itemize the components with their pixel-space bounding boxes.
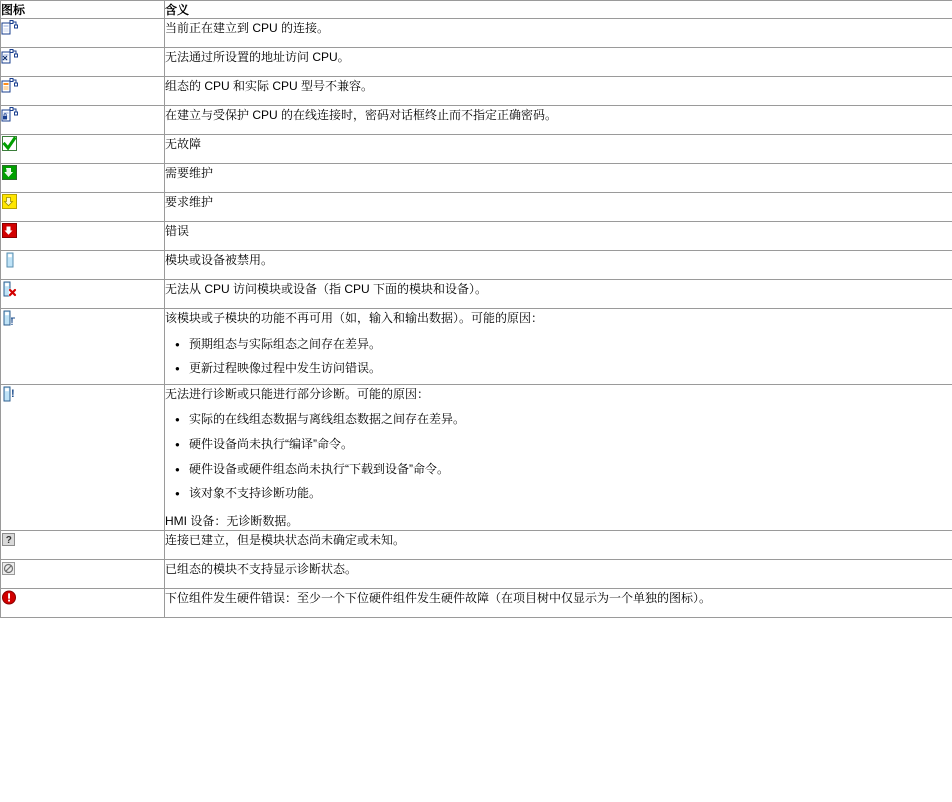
table-row [1, 531, 952, 560]
icon-cell [1, 251, 165, 280]
list-item: ● 硬件设备或硬件组态尚未执行“下载到设备”命令。 [187, 460, 952, 479]
meaning-cell [165, 106, 952, 135]
meaning-cell [165, 531, 952, 560]
column-header-icon: 图标 [1, 1, 165, 19]
meaning-cell [165, 309, 952, 385]
note-text: HMI 设备：无诊断数据。 [165, 513, 299, 528]
meaning-text: 要求维护 [165, 195, 214, 209]
meaning-text: 无法从 CPU 访问模块或设备（指 CPU 下面的模块和设备）。 [165, 282, 488, 296]
meaning-cell [165, 135, 952, 164]
module-not-reachable-icon [1, 280, 19, 298]
table-row [1, 164, 952, 193]
icon-cell [1, 384, 165, 531]
meaning-text: 无法进行诊断或只能进行部分诊断。可能的原因： [165, 386, 430, 401]
icon-cell [1, 222, 165, 251]
cpu-connecting-icon [1, 19, 19, 37]
icon-cell [1, 106, 165, 135]
table-row [1, 384, 952, 531]
reason-list [165, 410, 952, 502]
icon-cell [1, 48, 165, 77]
icon-cell [1, 164, 165, 193]
meaning-text: 模块或设备被禁用。 [165, 253, 274, 267]
meaning-text: 组态的 CPU 和实际 CPU 型号不兼容。 [165, 79, 374, 93]
table-row [1, 222, 952, 251]
icon-cell [1, 309, 165, 385]
table-row [1, 19, 952, 48]
icon-cell [1, 280, 165, 309]
table-row [1, 48, 952, 77]
meaning-text: 在建立与受保护 CPU 的在线连接时，密码对话框终止而不指定正确密码。 [165, 108, 558, 122]
module-deactivated-icon [1, 251, 19, 269]
table-row [1, 135, 952, 164]
meaning-text: 当前正在建立到 CPU 的连接。 [165, 21, 330, 35]
meaning-cell [165, 77, 952, 106]
maintenance-demanded-yellow-icon [1, 193, 19, 211]
maintenance-required-green-icon [1, 164, 19, 182]
list-item: ● 实际的在线组态数据与离线组态数据之间存在差异。 [187, 410, 952, 429]
table-row [1, 309, 952, 385]
status-unknown-question-icon [1, 531, 19, 549]
list-item: ● 更新过程映像过程中发生访问错误。 [187, 359, 952, 378]
icon-cell [1, 531, 165, 560]
icon-cell [1, 77, 165, 106]
meaning-cell [165, 193, 952, 222]
column-header-meaning: 含义 [165, 1, 952, 19]
list-item: ● 硬件设备尚未执行“编译”命令。 [187, 435, 952, 454]
meaning-text: 连接已建立，但是模块状态尚未确定或未知。 [165, 533, 406, 548]
table-row [1, 77, 952, 106]
table-header-row [1, 1, 952, 19]
table-row [1, 589, 952, 618]
error-red-icon [1, 222, 19, 240]
icon-cell [1, 19, 165, 48]
meaning-text: 无法通过所设置的地址访问 CPU。 [165, 50, 350, 64]
diagnostics-partial-icon [1, 385, 19, 403]
diagnostics-not-supported-icon [1, 560, 19, 578]
meaning-cell [165, 384, 952, 531]
meaning-cell [165, 48, 952, 77]
svg-text:!: ! [10, 317, 14, 327]
icon-cell [1, 135, 165, 164]
meaning-text: 该模块或子模块的功能不再可用（如，输入和输出数据）。可能的原因： [165, 311, 544, 325]
table-row [1, 106, 952, 135]
meaning-cell [165, 589, 952, 618]
meaning-text: 已组态的模块不支持显示诊断状态。 [165, 562, 358, 577]
meaning-cell [165, 560, 952, 589]
module-function-unavailable-icon [1, 309, 19, 327]
table-row [1, 251, 952, 280]
table-row [1, 193, 952, 222]
meaning-cell [165, 164, 952, 193]
meaning-text: 无故障 [165, 137, 202, 151]
svg-text:!: ! [11, 387, 15, 400]
table-row [1, 560, 952, 589]
icon-cell [1, 560, 165, 589]
table-row [1, 280, 952, 309]
meaning-text: 下位组件发生硬件错误：至少一个下位硬件组件发生硬件故障（在项目树中仅显示为一个单独的图标）。 [165, 591, 712, 606]
cpu-not-reachable-icon [1, 48, 19, 66]
meaning-cell [165, 19, 952, 48]
no-fault-check-icon [1, 135, 19, 153]
meaning-text: 错误 [165, 224, 190, 238]
reason-list [165, 335, 952, 378]
svg-text:?: ? [5, 535, 12, 547]
list-item: ● 该对象不支持诊断功能。 [187, 484, 952, 503]
cpu-type-mismatch-icon [1, 77, 19, 95]
meaning-cell [165, 222, 952, 251]
icon-cell [1, 193, 165, 222]
meaning-text: 需要维护 [165, 166, 214, 180]
meaning-cell [165, 280, 952, 309]
meaning-cell [165, 251, 952, 280]
list-item: ● 预期组态与实际组态之间存在差异。 [187, 335, 952, 354]
cpu-protected-password-icon [1, 106, 19, 124]
icon-cell [1, 589, 165, 618]
subordinate-hardware-error-icon [1, 589, 19, 607]
